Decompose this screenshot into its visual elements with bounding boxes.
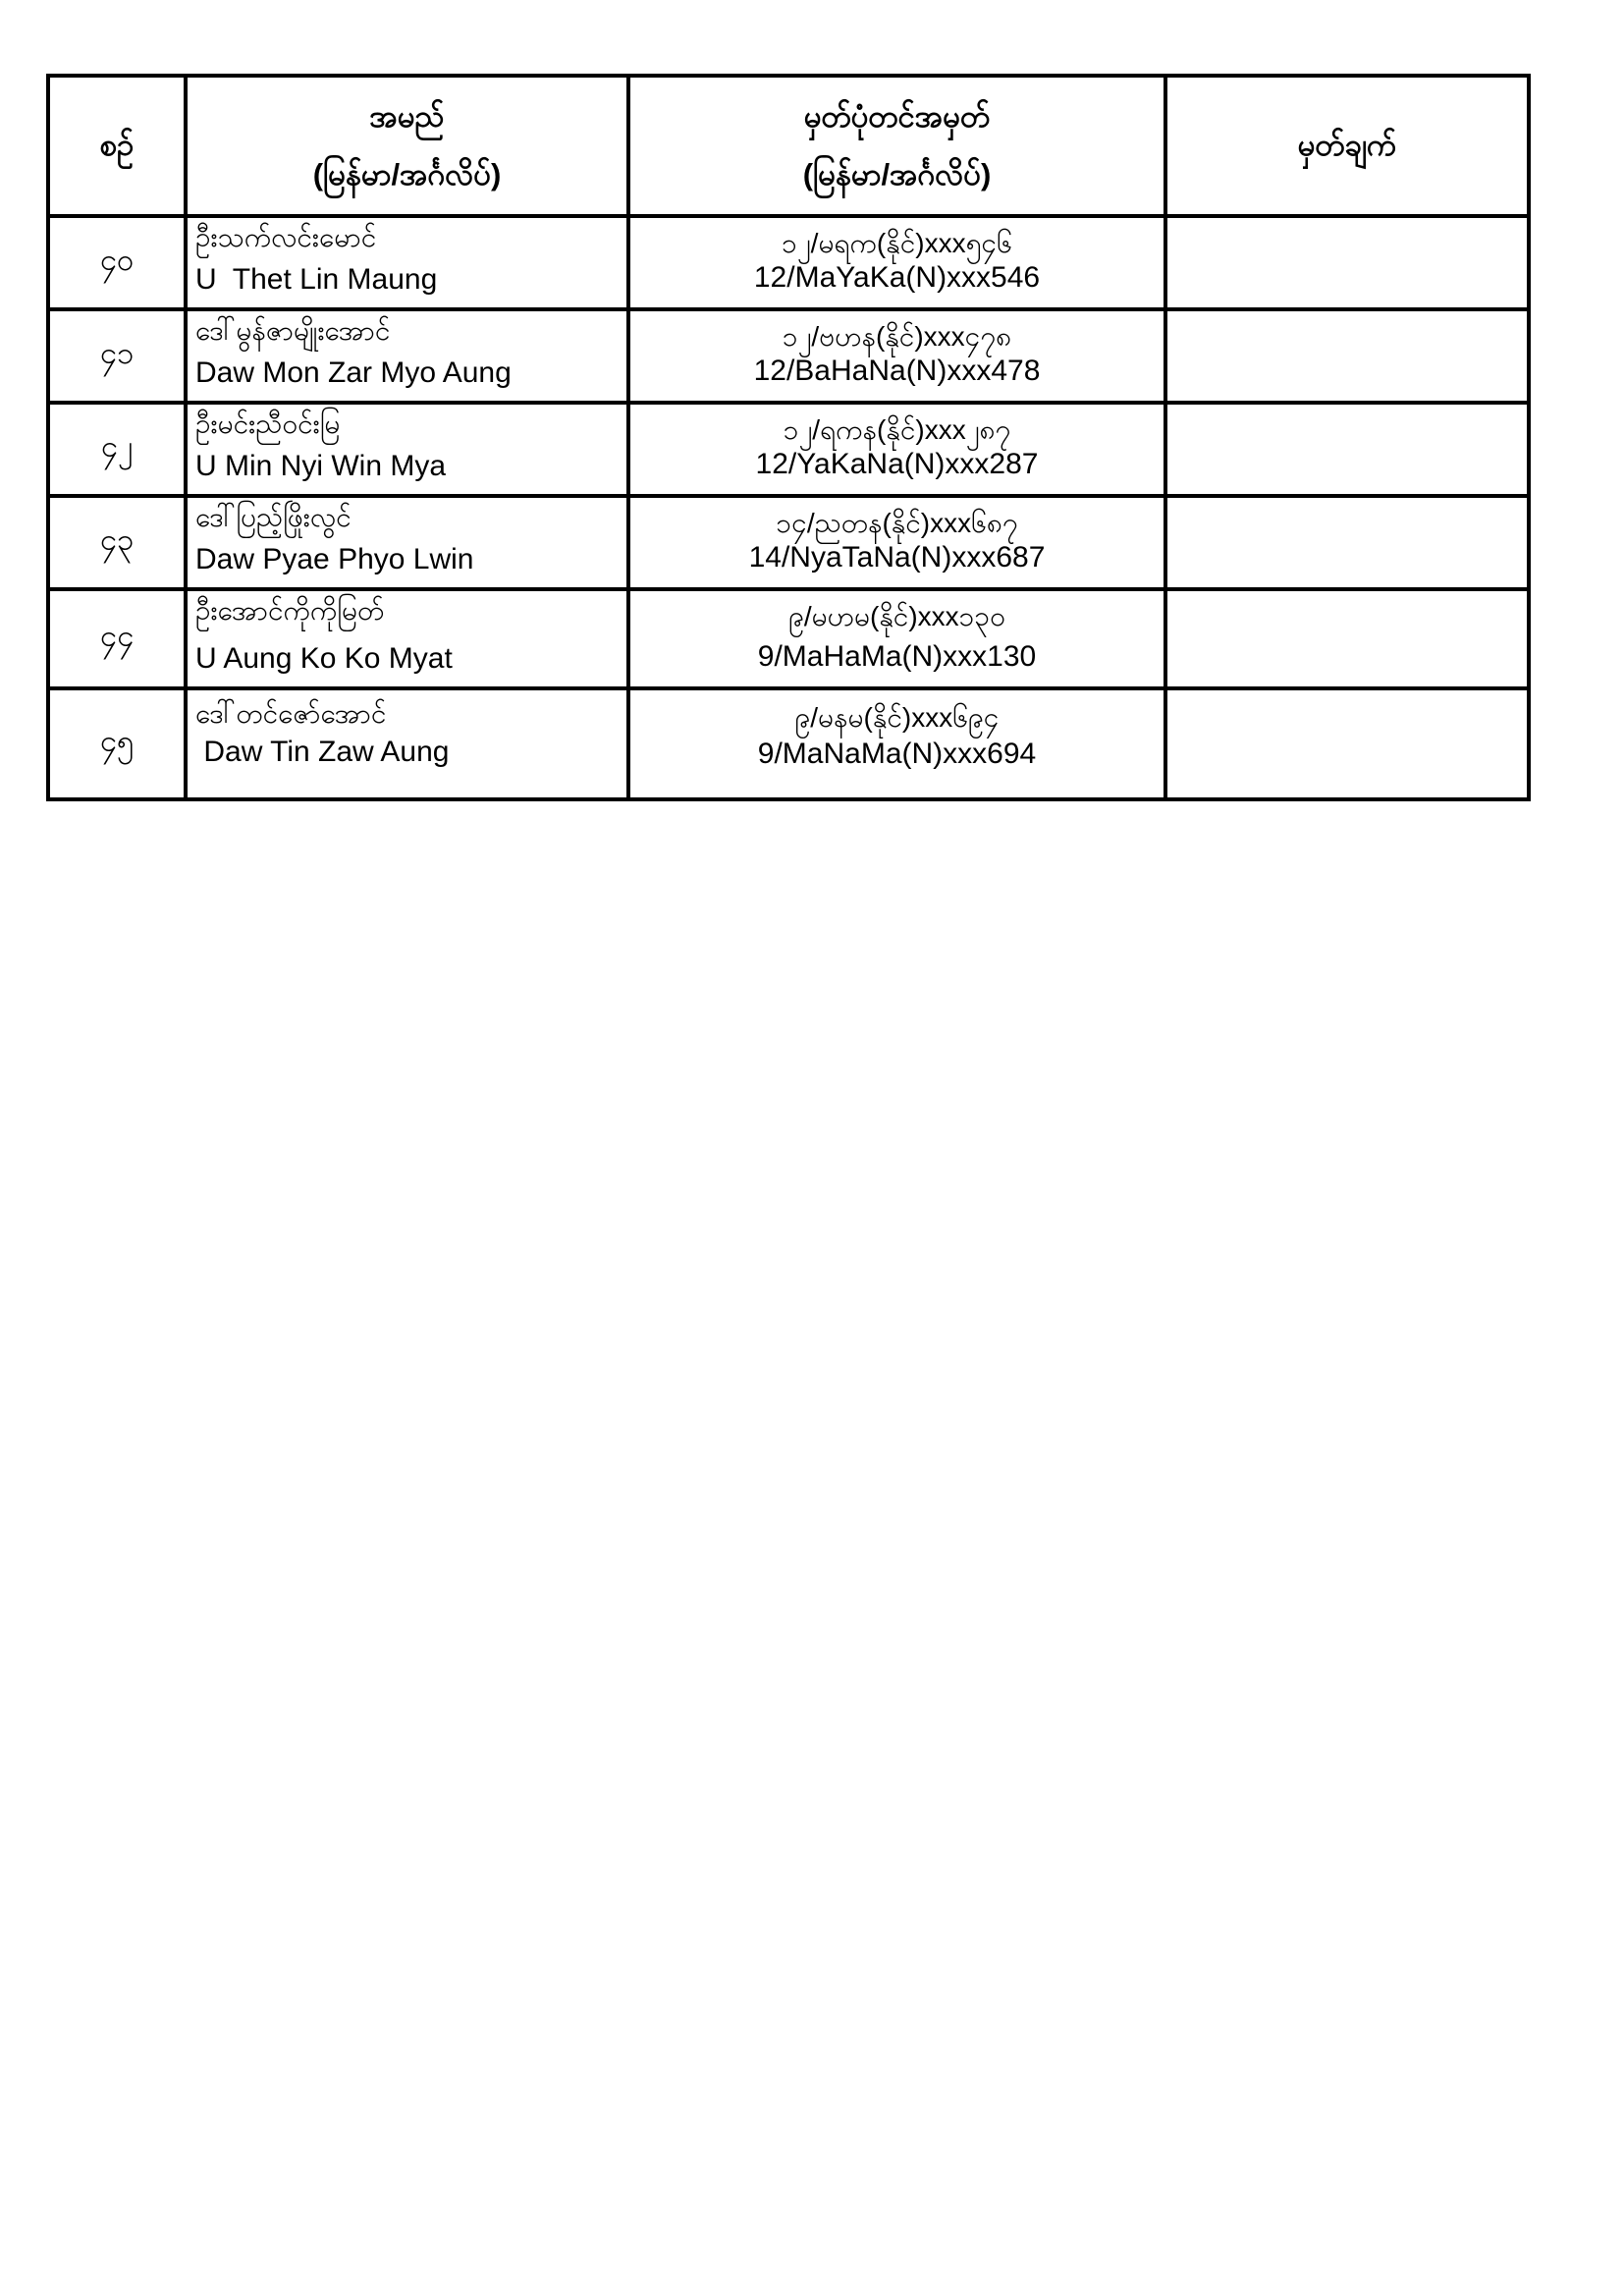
remarks-cell <box>1165 403 1529 496</box>
name-myanmar: ဒေါ်တင်ဇော်အောင် <box>195 698 387 729</box>
name-myanmar: ဒေါ်မွန်ဇာမျိုးအောင် <box>195 315 391 346</box>
registration-english: 9/MaNaMa(N)xxx694 <box>757 738 1037 770</box>
name-myanmar: ဦးမင်းညီဝင်းမြ <box>195 409 341 439</box>
registration-myanmar: ၉/မဟမ(နိုင်)xxx၁၃၀ <box>788 601 1005 631</box>
registration-cell <box>628 496 1165 589</box>
name-cell <box>186 688 628 799</box>
registration-myanmar: ၉/မနမ(နိုင်)xxx၆၉၄ <box>794 702 1000 733</box>
remarks-cell <box>1165 688 1529 799</box>
name-myanmar: ဦးအောင်ကိုကိုမြတ် <box>195 595 385 626</box>
table-row <box>48 589 1529 688</box>
name-cell <box>186 496 628 589</box>
registration-cell <box>628 403 1165 496</box>
table-row <box>48 688 1529 799</box>
column-header-remark <box>1165 76 1529 216</box>
name-cell <box>186 309 628 403</box>
serial-cell: ၄၀ <box>48 216 186 309</box>
name-cell <box>186 403 628 496</box>
serial-cell: ၄၁ <box>48 309 186 403</box>
registration-myanmar: ၁၂/ရကန(နိုင်)xxx၂၈၇ <box>783 414 1011 445</box>
remarks-cell <box>1165 216 1529 309</box>
name-myanmar: ဦးသက်လင်းမောင် <box>195 222 377 252</box>
serial-cell: ၄၄ <box>48 589 186 688</box>
column-header-name <box>186 76 628 216</box>
table-header-row <box>48 76 1529 216</box>
serial-cell: ၄၃ <box>48 496 186 589</box>
serial-cell: ၄၂ <box>48 403 186 496</box>
remarks-cell <box>1165 589 1529 688</box>
name-english: U Aung Ko Ko Myat <box>195 642 453 675</box>
table-row <box>48 216 1529 309</box>
registration-english: 14/NyaTaNa(N)xxx687 <box>748 541 1046 574</box>
remarks-cell <box>1165 309 1529 403</box>
column-header-registration <box>628 76 1165 216</box>
header-serial-label: စဥ် <box>99 128 135 163</box>
registration-english: 9/MaHaMa(N)xxx130 <box>757 640 1037 673</box>
header-name-line2: (မြန်မာ/အင်္ဂလိပ်) <box>312 156 502 191</box>
name-english: Daw Tin Zaw Aung <box>195 736 450 768</box>
registration-cell <box>628 309 1165 403</box>
column-header-serial <box>48 76 186 216</box>
registration-cell <box>628 216 1165 309</box>
name-myanmar: ဒေါ်ပြည့်ဖြိုးလွင် <box>195 502 352 532</box>
table-row <box>48 403 1529 496</box>
remarks-cell <box>1165 496 1529 589</box>
registration-cell <box>628 589 1165 688</box>
header-remark-label: မှတ်ချက် <box>1297 128 1397 163</box>
name-english: Daw Pyae Phyo Lwin <box>195 543 474 575</box>
registration-myanmar: ၁၄/ညတန(နိုင်)xxx၆၈၇ <box>776 508 1018 538</box>
name-english: U Min Nyi Win Mya <box>195 450 447 482</box>
registration-english: 12/MaYaKa(N)xxx546 <box>753 261 1041 294</box>
serial-cell: ၄၅ <box>48 688 186 799</box>
header-registration-line2: (မြန်မာ/အင်္ဂလိပ်) <box>802 156 992 191</box>
table-row <box>48 496 1529 589</box>
registration-cell <box>628 688 1165 799</box>
registration-myanmar: ၁၂/မရက(နိုင်)xxx၅၄၆ <box>782 228 1012 258</box>
table-row <box>48 309 1529 403</box>
name-cell <box>186 216 628 309</box>
registration-english: 12/BaHaNa(N)xxx478 <box>753 355 1041 387</box>
header-registration-line1: မှတ်ပုံတင်အမှတ် <box>803 98 991 134</box>
name-english: U Thet Lin Maung <box>195 263 438 296</box>
name-registration-table <box>46 74 1531 801</box>
registration-english: 12/YaKaNa(N)xxx287 <box>755 448 1039 480</box>
header-name-line1: အမည် <box>369 98 445 134</box>
name-english: Daw Mon Zar Myo Aung <box>195 356 512 389</box>
registration-myanmar: ၁၂/ဗဟန(နိုင်)xxx၄၇၈ <box>782 321 1012 352</box>
name-cell <box>186 589 628 688</box>
